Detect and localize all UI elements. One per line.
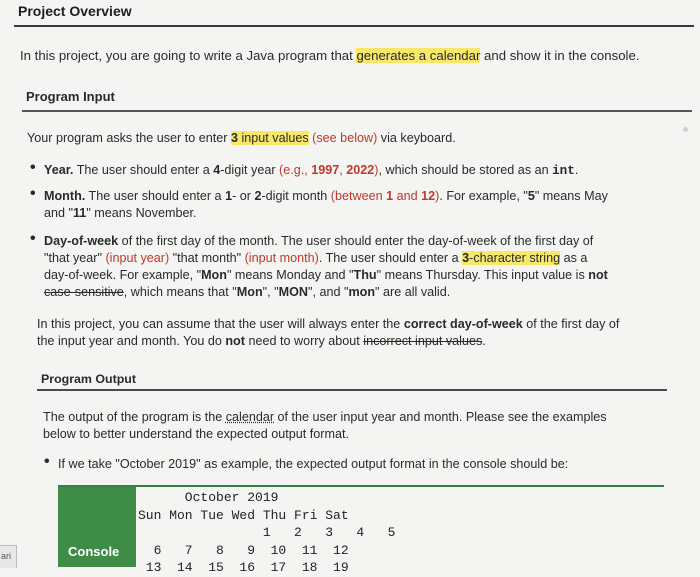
- console-top-rule: [58, 485, 664, 487]
- calendar-line: 6 7 8 9 10 11 12: [138, 542, 349, 558]
- calendar-line: 1 2 3 4 5: [138, 525, 396, 540]
- side-tab-label: ari: [1, 551, 12, 561]
- input-lead: Your program asks the user to enter 3 input values (see below) via keyboard.: [27, 131, 456, 145]
- assume-line2: the input year and month. You do not need to worry about incorrect input values.: [37, 334, 486, 348]
- assume-line1: In this project, you can assume that the user will always enter the correct day-of-week of the first day of: [37, 317, 620, 331]
- console-example: [58, 485, 664, 575]
- output-line1: The output of the program is the calendar of the user input year and month. Please see the examples: [43, 410, 607, 424]
- calendar-line: October 2019: [138, 490, 279, 505]
- calendar-line: Sun Mon Tue Wed Thu Fri Sat: [138, 507, 349, 523]
- output-line2: below to better understand the expected output format.: [43, 427, 349, 441]
- page-title: Project Overview: [18, 3, 132, 19]
- dow-item-line2: "that year" (input year) "that month" (input month). The user should enter a 3-character string as a: [44, 251, 588, 265]
- page-marker-dot: [683, 127, 688, 132]
- year-item: Year. The user should enter a 4-digit year (e.g., 1997, 2022), which should be stored as an int.: [44, 163, 579, 178]
- section-rule-input: [22, 110, 692, 112]
- intro-text-end: and show it in the console.: [480, 48, 640, 63]
- calendar-output: [138, 489, 395, 577]
- month-item-line2: and "11" means November.: [44, 206, 197, 220]
- calendar-line: 13 14 15 16 17 18 19: [138, 560, 349, 575]
- intro-text: In this project, you are going to write a Java program that: [20, 48, 357, 63]
- bullet-dot: •: [44, 453, 50, 470]
- section-rule-output: [37, 389, 667, 391]
- dow-item-line1: Day-of-week of the first day of the month. The user should enter the day-of-week of the first day of: [44, 234, 594, 248]
- bullet-dot: •: [30, 230, 36, 247]
- month-item-line1: Month. The user should enter a 1- or 2-digit month (between 1 and 12). For example, "5" means May: [44, 189, 608, 203]
- dow-item-line4: case-sensitive, which means that "Mon", "MON", and "mon" are all valid.: [44, 285, 451, 299]
- intro-highlight: generates a calendar: [356, 48, 481, 63]
- title-rule: [14, 25, 694, 27]
- bullet-dot: •: [30, 159, 36, 176]
- section-heading-output: Program Output: [41, 372, 136, 386]
- output-example-bullet: If we take "October 2019" as example, the expected output format in the console should be:: [58, 457, 569, 471]
- intro-paragraph: [20, 48, 639, 63]
- bullet-dot: •: [30, 185, 36, 202]
- dow-item-line3: day-of-week. For example, "Mon" means Monday and "Thu" means Thursday. This input value is not: [44, 268, 608, 282]
- console-label: Console: [68, 544, 120, 559]
- console-label-box: [58, 487, 136, 567]
- side-tab[interactable]: [0, 545, 17, 568]
- section-heading-input: Program Input: [26, 89, 115, 104]
